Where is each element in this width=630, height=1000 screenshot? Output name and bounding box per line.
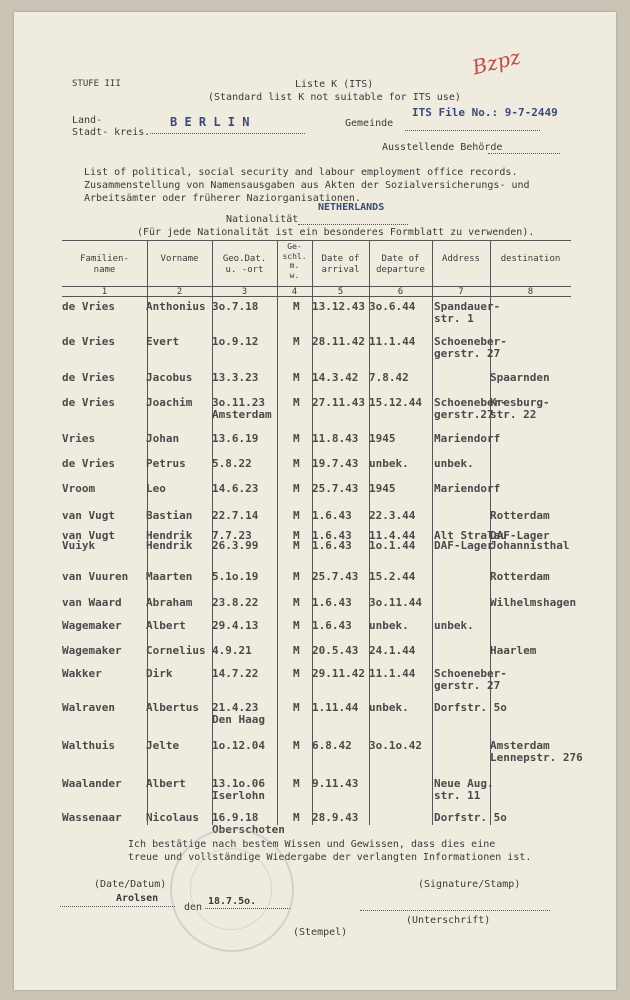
table-cell-birth: 23.8.22 — [212, 596, 259, 609]
table-cell-first: Evert — [146, 335, 180, 348]
table-cell-first: Anthonius — [146, 300, 206, 313]
table-cell-sex: M — [293, 811, 300, 824]
table-cell-birth: 26.3.99 — [212, 539, 259, 552]
table-cell-sex: M — [293, 300, 300, 313]
table-cell-birth: 29.4.13 — [212, 619, 259, 632]
table-cell-surname: Walraven — [62, 701, 115, 714]
column-number: 3 — [241, 287, 248, 297]
table-cell-surname: Wagemaker — [62, 619, 122, 632]
its-file-number: ITS File No.: 9-7-2449 — [412, 106, 558, 119]
table-cell-first: Joachim — [146, 396, 193, 409]
table-cell-first: Maarten — [146, 570, 193, 583]
table-cell-first: Leo — [146, 482, 166, 495]
liste-title: Liste K (ITS) — [295, 79, 374, 90]
table-cell-sex: M — [293, 457, 300, 470]
stadt-kreis-label: Stadt- kreis. — [72, 127, 151, 138]
table-cell-birth: 4.9.21 — [212, 644, 252, 657]
table-cell-arrival: 6.8.42 — [312, 739, 352, 752]
table-cell-sex: M — [293, 509, 300, 522]
signature-label: (Signature/Stamp) — [418, 879, 521, 890]
liste-subtitle: (Standard list K not suitable for ITS use) — [208, 92, 461, 103]
table-cell-sex: M — [293, 371, 300, 384]
table-cell-departure: 1o.1.44 — [369, 539, 416, 552]
table-cell-sex: M — [293, 432, 300, 445]
table-cell-birth: 16.9.18 Oberschoten — [212, 811, 285, 836]
confirmation-line-1: Ich bestätige nach bestem Wissen und Gewissen, dass dies eine — [128, 839, 496, 850]
gemeinde-line — [405, 130, 540, 131]
table-cell-surname: van Vuuren — [62, 570, 129, 583]
table-cell-arrival: 19.7.43 — [312, 457, 359, 470]
table-cell-dest: DAF-Lager — [490, 529, 550, 542]
table-cell-arrival: 25.7.43 — [312, 482, 359, 495]
table-cell-birth: 13.6.19 — [212, 432, 259, 445]
table-cell-address: Dorfstr. 5o — [434, 701, 507, 714]
table-cell-surname: de Vries — [62, 396, 115, 409]
column-number: 8 — [527, 287, 534, 297]
table-cell-surname: Vroom — [62, 482, 96, 495]
table-cell-arrival: 29.11.42 — [312, 667, 365, 680]
behoerde-label: Ausstellende Behörde — [382, 142, 503, 153]
column-header: Familien- name — [80, 254, 129, 275]
table-cell-arrival: 1.6.43 — [312, 596, 352, 609]
table-cell-address: Mariendorf — [434, 432, 501, 445]
table-cell-arrival: 14.3.42 — [312, 371, 359, 384]
nationality-label: Nationalität — [226, 214, 299, 225]
column-header: Vorname — [160, 254, 199, 264]
table-cell-birth: 7.7.23 — [212, 529, 252, 542]
table-cell-first: Albert — [146, 619, 186, 632]
table-cell-arrival: 1.11.44 — [312, 701, 359, 714]
table-cell-address: unbek. — [434, 457, 474, 470]
place-line — [60, 906, 175, 907]
table-cell-address: Spandauer- str. 1 — [434, 300, 501, 325]
place-value: Arolsen — [116, 893, 159, 904]
description-line-1: List of political, social security and labour employment office records. — [84, 167, 518, 178]
kreis-line — [150, 133, 305, 134]
table-cell-first: Jelte — [146, 739, 180, 752]
table-cell-birth: 14.6.23 — [212, 482, 259, 495]
column-number: 4 — [291, 287, 298, 297]
description-line-2: Zusammenstellung von Namensausgaben aus Akten der Sozialversicherungs- und — [84, 180, 530, 191]
table-cell-address: DAF-Lager — [434, 539, 494, 552]
city-value: B E R L I N — [170, 115, 250, 129]
table-cell-birth: 14.7.22 — [212, 667, 259, 680]
column-number: 5 — [337, 287, 344, 297]
table-cell-sex: M — [293, 619, 300, 632]
table-cell-arrival: 28.11.42 — [312, 335, 365, 348]
table-cell-birth: 1o.9.12 — [212, 335, 259, 348]
description-line-3: Arbeitsämter oder früherer Naziorganisationen. — [84, 193, 361, 204]
column-number: 7 — [458, 287, 464, 297]
table-cell-birth: 5.1o.19 — [212, 570, 259, 583]
nationality-value: NETHERLANDS — [318, 202, 385, 213]
table-cell-sex: M — [293, 644, 300, 657]
table-cell-surname: Vries — [62, 432, 96, 445]
table-cell-surname: de Vries — [62, 457, 115, 470]
table-cell-arrival: 11.8.43 — [312, 432, 359, 445]
column-header: Date of arrival — [321, 254, 360, 275]
table-top-rule — [62, 240, 571, 241]
table-cell-birth: 22.7.14 — [212, 509, 259, 522]
table-cell-arrival: 20.5.43 — [312, 644, 359, 657]
table-cell-surname: de Vries — [62, 335, 115, 348]
table-cell-sex: M — [293, 570, 300, 583]
land-label: Land- — [72, 115, 103, 126]
table-cell-surname: Wakker — [62, 667, 102, 680]
table-cell-dest: Haarlem — [490, 644, 537, 657]
table-cell-first: Cornelius — [146, 644, 206, 657]
table-cell-first: Petrus — [146, 457, 186, 470]
table-cell-first: Albert — [146, 777, 186, 790]
table-cell-birth: 1o.12.04 — [212, 739, 265, 752]
table-cell-first: Abraham — [146, 596, 193, 609]
table-cell-departure: 15.2.44 — [369, 570, 416, 583]
table-cell-birth: 13.1o.06 Iserlohn — [212, 777, 265, 802]
column-header: Date of departure — [376, 254, 425, 275]
gemeinde-label: Gemeinde — [345, 118, 394, 129]
column-header: Ge- schl. m. w. — [282, 242, 307, 280]
table-cell-first: Hendrik — [146, 539, 193, 552]
table-cell-dest: Johannisthal — [490, 539, 570, 552]
table-cell-arrival: 1.6.43 — [312, 509, 352, 522]
stempel-label: (Stempel) — [293, 927, 348, 938]
table-cell-address: unbek. — [434, 619, 474, 632]
table-cell-departure: 1945 — [369, 432, 396, 445]
table-cell-dest: Rotterdam — [490, 570, 550, 583]
table-cell-arrival: 1.6.43 — [312, 529, 352, 542]
table-cell-departure: 22.3.44 — [369, 509, 416, 522]
table-cell-arrival: 1.6.43 — [312, 619, 352, 632]
column-divider — [432, 240, 433, 825]
table-cell-departure: 7.8.42 — [369, 371, 409, 384]
column-divider — [277, 240, 278, 825]
column-number: 1 — [101, 287, 108, 297]
table-cell-address: Schoeneber- gerstr. 27 — [434, 667, 507, 692]
table-cell-address: Schoeneber- gerstr. 27 — [434, 335, 507, 360]
table-cell-arrival: 28.9.43 — [312, 811, 359, 824]
table-cell-departure: 3o.1o.42 — [369, 739, 422, 752]
table-cell-surname: Wassenaar — [62, 811, 122, 824]
table-cell-arrival: 1.6.43 — [312, 539, 352, 552]
behoerde-line — [488, 153, 560, 154]
table-cell-sex: M — [293, 529, 300, 542]
table-cell-sex: M — [293, 667, 300, 680]
table-cell-arrival: 25.7.43 — [312, 570, 359, 583]
table-cell-birth: 3o.7.18 — [212, 300, 259, 313]
stufe-label: STUFE III — [72, 79, 121, 89]
table-cell-departure: 1945 — [369, 482, 396, 495]
signature-line — [360, 910, 550, 911]
faded-stamp-inner — [190, 848, 272, 930]
table-cell-arrival: 27.11.43 — [312, 396, 365, 409]
table-cell-birth: 5.8.22 — [212, 457, 252, 470]
table-cell-surname: Vuiyk — [62, 539, 96, 552]
table-cell-sex: M — [293, 777, 300, 790]
column-header: destination — [500, 254, 561, 264]
table-cell-address: Schoeneber- gerstr.27 — [434, 396, 507, 421]
table-cell-birth: 3o.11.23 Amsterdam — [212, 396, 272, 421]
table-cell-surname: de Vries — [62, 300, 115, 313]
table-cell-departure: unbek. — [369, 619, 409, 632]
column-number: 2 — [176, 287, 183, 297]
table-cell-sex: M — [293, 739, 300, 752]
table-cell-address: Mariendorf — [434, 482, 501, 495]
table-cell-arrival: 13.12.43 — [312, 300, 365, 313]
table-cell-departure: 11.4.44 — [369, 529, 416, 542]
table-cell-dest: Wilhelmshagen — [490, 596, 577, 609]
table-cell-sex: M — [293, 482, 300, 495]
unterschrift-label: (Unterschrift) — [406, 915, 491, 926]
table-cell-sex: M — [293, 539, 300, 552]
table-cell-departure: 3o.6.44 — [369, 300, 416, 313]
table-cell-first: Bastian — [146, 509, 193, 522]
table-cell-surname: van Vugt — [62, 509, 115, 522]
table-cell-surname: Waalander — [62, 777, 122, 790]
table-cell-dest: Spaarnden — [490, 371, 550, 384]
table-cell-surname: de Vries — [62, 371, 115, 384]
table-cell-first: Hendrik — [146, 529, 193, 542]
table-cell-departure: unbek. — [369, 701, 409, 714]
table-cell-departure: 24.1.44 — [369, 644, 416, 657]
table-cell-arrival: 9.11.43 — [312, 777, 359, 790]
table-cell-first: Nicolaus — [146, 811, 199, 824]
table-cell-sex: M — [293, 596, 300, 609]
table-cell-departure: 15.12.44 — [369, 396, 422, 409]
handwritten-note: Bzpz — [469, 44, 523, 80]
table-cell-departure: 3o.11.44 — [369, 596, 422, 609]
table-cell-birth: 13.3.23 — [212, 371, 259, 384]
table-cell-dest: Amsterdam Lennepstr. 276 — [490, 739, 583, 764]
table-cell-sex: M — [293, 701, 300, 714]
table-cell-first: Dirk — [146, 667, 173, 680]
date-label: (Date/Datum) — [94, 879, 167, 890]
table-cell-surname: van Vugt — [62, 529, 115, 542]
table-cell-first: Albertus — [146, 701, 199, 714]
date-value: 18.7.5o. — [208, 896, 257, 907]
table-cell-address: Dorfstr. 5o — [434, 811, 507, 824]
table-cell-sex: M — [293, 335, 300, 348]
table-cell-address: Alt Stralau — [434, 529, 507, 542]
column-number: 6 — [397, 287, 404, 297]
table-cell-first: Johan — [146, 432, 180, 445]
confirmation-line-2: treue und vollständige Wiedergabe der verlangten Informationen ist. — [128, 852, 532, 863]
den-label: den — [184, 902, 203, 913]
table-cell-departure: unbek. — [369, 457, 409, 470]
table-cell-address: Neue Aug. str. 11 — [434, 777, 494, 802]
table-cell-surname: van Waard — [62, 596, 122, 609]
table-cell-dest: Rotterdam — [490, 509, 550, 522]
nationality-line — [298, 224, 408, 225]
table-cell-departure: 11.1.44 — [369, 667, 416, 680]
table-cell-departure: 11.1.44 — [369, 335, 416, 348]
nationality-note: (Für jede Nationalität ist ein besonderes Formblatt zu verwenden). — [137, 227, 535, 238]
table-cell-dest: Kresburg- str. 22 — [490, 396, 550, 421]
table-cell-first: Jacobus — [146, 371, 193, 384]
table-cell-sex: M — [293, 396, 300, 409]
table-cell-surname: Walthuis — [62, 739, 115, 752]
table-cell-birth: 21.4.23 Den Haag — [212, 701, 265, 726]
column-header: Address — [442, 254, 480, 264]
table-cell-surname: Wagemaker — [62, 644, 122, 657]
column-header: Geo.Dat. u. -ort — [222, 254, 267, 275]
